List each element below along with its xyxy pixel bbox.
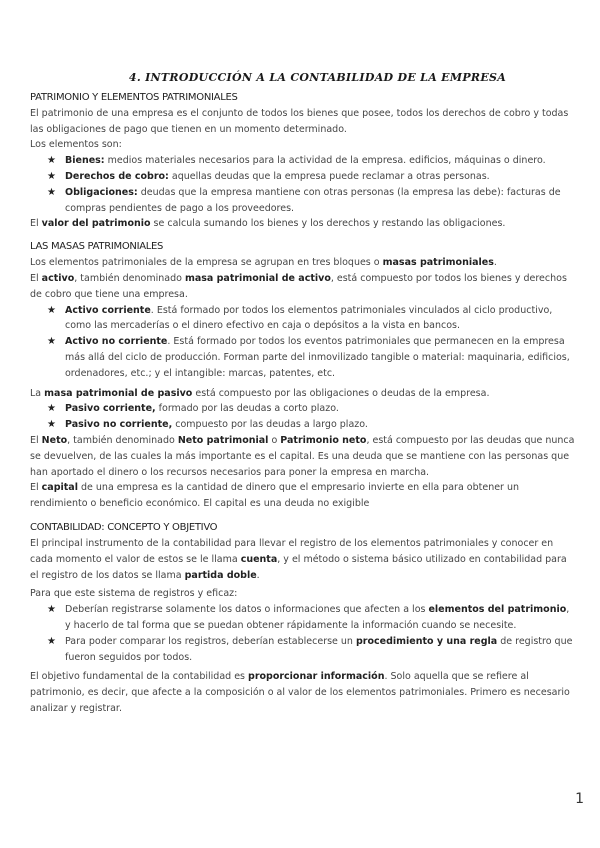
- list-item: ★ Pasivo no corriente, compuesto por las deudas a largo plazo.: [47, 417, 575, 433]
- paragraph: Los elementos son:: [30, 139, 122, 151]
- paragraph: El Neto, también denominado Neto patrimonial o Patrimonio neto, está compuesto por las deudas que nunca se devuelven, de las cuales la más importante es el capital. Es una deuda que se mantiene con las personas que han aportado el dinero o los recursos necesarios para poner la empresa en marcha.: [30, 434, 575, 478]
- activo-list: [30, 303, 575, 382]
- list-item: ★ Activo no corriente. Está formado por todos los eventos patrimoniales que permanecen en la empresa más allá del ciclo de producción. Forman parte del inmovilizado tangible o material: maquinaria, edificios, ordenadores, etc.; y el intangible: marcas, patentes, etc.: [47, 336, 570, 379]
- paragraph: El patrimonio de una empresa es el conjunto de todos los bienes que posee, todos los derechos de cobro y todas las obligaciones de pago que tienen en un momento determinado.: [30, 107, 569, 135]
- elements-list: [30, 153, 575, 216]
- list-item: ★ Obligaciones: deudas que la empresa mantiene con otras personas (la empresa las debe): facturas de compras pendientes de pago a los proveedores.: [47, 186, 561, 214]
- star-bullet-icon: ★: [47, 635, 56, 647]
- paragraph: El activo, también denominado masa patrimonial de activo, está compuesto por todos los bienes y derechos de cobro que tiene una empresa.: [30, 272, 567, 300]
- paragraph: Para que este sistema de registros y eficaz:: [30, 588, 238, 600]
- document-title: 4. INTRODUCCIÓN A LA CONTABILIDAD DE LA EMPRESA: [128, 71, 507, 84]
- document-page: [30, 70, 575, 717]
- list-item: ★ Bienes: medios materiales necesarios para la actividad de la empresa. edificios, máquinas o dinero.: [47, 153, 575, 169]
- list-item: ★ Pasivo corriente, formado por las deudas a corto plazo.: [47, 401, 575, 417]
- star-bullet-icon: ★: [47, 170, 56, 182]
- star-bullet-icon: ★: [47, 155, 56, 167]
- paragraph: Los elementos patrimoniales de la empresa se agrupan en tres bloques o masas patrimoniales.: [30, 257, 497, 269]
- paragraph: El principal instrumento de la contabilidad para llevar el registro de los elementos patrimoniales y conocer en cada momento el valor de estos se le llama cuenta, y el método o sistema básico utilizado en contabilidad para el registro de los datos se llama partida doble.: [30, 537, 567, 581]
- star-bullet-icon: ★: [47, 186, 56, 198]
- star-bullet-icon: ★: [47, 336, 56, 348]
- list-item: ★ Deberían registrarse solamente los datos o informaciones que afecten a los elementos del patrimonio, y hacerlo de tal forma que se puedan obtener rápidamente la información cuando se necesite.: [47, 604, 570, 631]
- paragraph: El objetivo fundamental de la contabilidad es proporcionar información. Solo aquella que se refiere al patrimonio, es decir, que afecte a la composición o al valor de los elementos patrimoniales. Primero es necesario analizar y registrar.: [30, 671, 570, 714]
- star-bullet-icon: ★: [47, 304, 56, 316]
- section-heading-patrimonio: PATRIMONIO Y ELEMENTOS PATRIMONIALES: [30, 91, 238, 103]
- list-item: ★ Para poder comparar los registros, deberían establecerse un procedimiento y una regla de registro que fueron seguidos por todos.: [47, 635, 573, 663]
- page-number: 1: [575, 791, 584, 807]
- paragraph: El valor del patrimonio se calcula sumando los bienes y los derechos y restando las obligaciones.: [30, 218, 506, 230]
- section-heading-masas: LAS MASAS PATRIMONIALES: [30, 241, 164, 253]
- star-bullet-icon: ★: [47, 403, 56, 415]
- list-item: ★ Activo corriente. Está formado por todos los elementos patrimoniales vinculados al ciclo productivo, como las mercaderías o el dinero efectivo en caja o depósitos a la vista en bancos.: [47, 304, 553, 332]
- paragraph: La masa patrimonial de pasivo está compuesto por las obligaciones o deudas de la empresa.: [30, 387, 490, 399]
- paragraph: El capital de una empresa es la cantidad de dinero que el empresario invierte en ella para obtener un rendimiento o beneficio económico. El capital es una deuda no exigible: [30, 482, 520, 510]
- system-requirements-list: [30, 602, 575, 665]
- list-item: ★ Derechos de cobro: aquellas deudas que la empresa puede reclamar a otras personas.: [47, 169, 575, 185]
- star-bullet-icon: ★: [47, 604, 56, 616]
- section-heading-contabilidad: CONTABILIDAD: CONCEPTO Y OBJETIVO: [30, 521, 218, 533]
- star-bullet-icon: ★: [47, 419, 56, 431]
- pasivo-list: [30, 401, 575, 433]
